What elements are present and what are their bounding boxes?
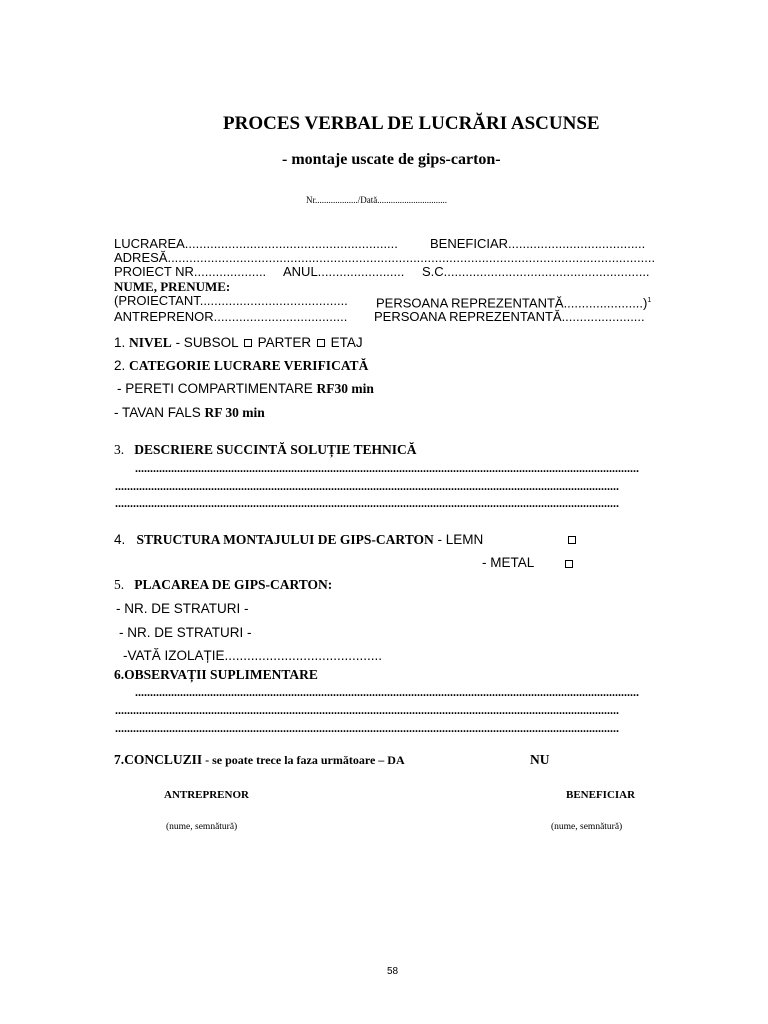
section-2-number: 2. — [114, 358, 126, 373]
section-2-categorie — [114, 358, 368, 374]
document-subtitle: - montaje uscate de gips-carton- — [282, 151, 501, 168]
nr-date-line: Nr.................../Dată............................... — [306, 195, 447, 205]
descriere-dotted-line-2: ........................................................................................................................................................................ — [115, 482, 619, 492]
observatii-dotted-line-1: ........................................................................................................................................................................ — [135, 688, 639, 698]
lucrarea-field: LUCRAREA........................................................... — [114, 236, 398, 251]
document-title: PROCES VERBAL DE LUCRĂRI ASCUNSE — [223, 113, 600, 134]
sc-field: S.C......................................................... — [422, 264, 650, 279]
concluzii-text: - se poate trece la faza următoare – DA — [202, 753, 405, 767]
proiectant-field: (PROIECTANT......................................... — [114, 293, 348, 308]
section-1-number: 1. — [114, 335, 126, 350]
signature-antreprenor-title: ANTREPRENOR — [164, 789, 249, 801]
tavan-fals-line — [114, 405, 265, 421]
signature-beneficiar-sub: (nume, semnătură) — [551, 822, 623, 832]
nr-straturi-line-1: - NR. DE STRATURI - — [116, 601, 249, 616]
persoana-reprezentanta-1-text: PERSOANA REPREZENTANTĂ......................) — [376, 295, 648, 311]
nivel-subsol: - SUBSOL — [175, 335, 239, 350]
nume-prenume-label: NUME, PRENUME: — [114, 279, 231, 294]
section-4-number: 4. — [114, 532, 126, 547]
section-1-label: NIVEL — [129, 335, 172, 350]
checkbox-parter[interactable] — [244, 339, 252, 347]
concluzii-nu: NU — [530, 752, 550, 767]
section-6-observatii: 6.OBSERVAȚII SUPLIMENTARE — [114, 667, 318, 682]
footnote-mark: 1 — [647, 297, 652, 304]
concluzii-label: 7.CONCLUZII — [114, 752, 203, 767]
section-3-label: DESCRIERE SUCCINTĂ SOLUȚIE TEHNICĂ — [134, 442, 417, 457]
section-1-nivel — [114, 335, 363, 351]
pereti-rf-value: RF30 min — [316, 381, 374, 396]
page-number: 58 — [387, 966, 399, 977]
persoana-reprezentanta-2: PERSOANA REPREZENTANTĂ....................... — [374, 309, 645, 324]
nivel-parter: PARTER — [257, 335, 312, 350]
section-5-placarea — [114, 577, 332, 593]
persoana-reprezentanta-1 — [376, 294, 651, 309]
tavan-rf-value: RF 30 min — [204, 405, 265, 420]
structura-lemn-label: - LEMN — [437, 532, 484, 547]
observatii-dotted-line-3: ........................................................................................................................................................................ — [115, 724, 619, 734]
pereti-compartimentare-line — [117, 381, 374, 397]
proiect-nr-field: PROIECT NR.................... — [114, 264, 267, 279]
checkbox-lemn[interactable] — [568, 536, 576, 544]
observatii-dotted-line-2: ........................................................................................................................................................................ — [115, 706, 619, 716]
section-2-label: CATEGORIE LUCRARE VERIFICATĂ — [129, 358, 369, 373]
section-5-number: 5. — [114, 577, 125, 592]
checkbox-metal[interactable] — [565, 560, 573, 568]
beneficiar-field: BENEFICIAR...................................... — [430, 236, 646, 251]
section-3-descriere — [114, 442, 416, 458]
vata-izolatie-line: -VATĂ IZOLAȚIE.......................................... — [123, 648, 383, 663]
section-3-number: 3. — [114, 442, 125, 457]
section-5-label: PLACAREA DE GIPS-CARTON: — [134, 577, 333, 592]
section-4-structura — [114, 532, 483, 548]
descriere-dotted-line-3: ........................................................................................................................................................................ — [115, 499, 619, 509]
signature-beneficiar-title: BENEFICIAR — [566, 789, 636, 801]
structura-metal-label: - METAL — [482, 555, 535, 570]
section-7-concluzii — [114, 752, 405, 768]
nr-straturi-line-2: - NR. DE STRATURI - — [119, 625, 252, 640]
nivel-etaj: ETAJ — [330, 335, 363, 350]
tavan-fals-text: - TAVAN FALS — [114, 405, 205, 420]
anul-field: ANUL........................ — [283, 264, 405, 279]
checkbox-etaj[interactable] — [317, 339, 325, 347]
adresa-field: ADRESĂ....................................................................................................................................... — [114, 250, 656, 265]
signature-antreprenor-sub: (nume, semnătură) — [166, 822, 238, 832]
section-4-label: STRUCTURA MONTAJULUI DE GIPS-CARTON — [136, 532, 434, 547]
antreprenor-field: ANTREPRENOR..................................... — [114, 309, 348, 324]
pereti-compartimentare-text: - PERETI COMPARTIMENTARE — [117, 381, 317, 396]
descriere-dotted-line-1: ........................................................................................................................................................................ — [135, 464, 639, 474]
